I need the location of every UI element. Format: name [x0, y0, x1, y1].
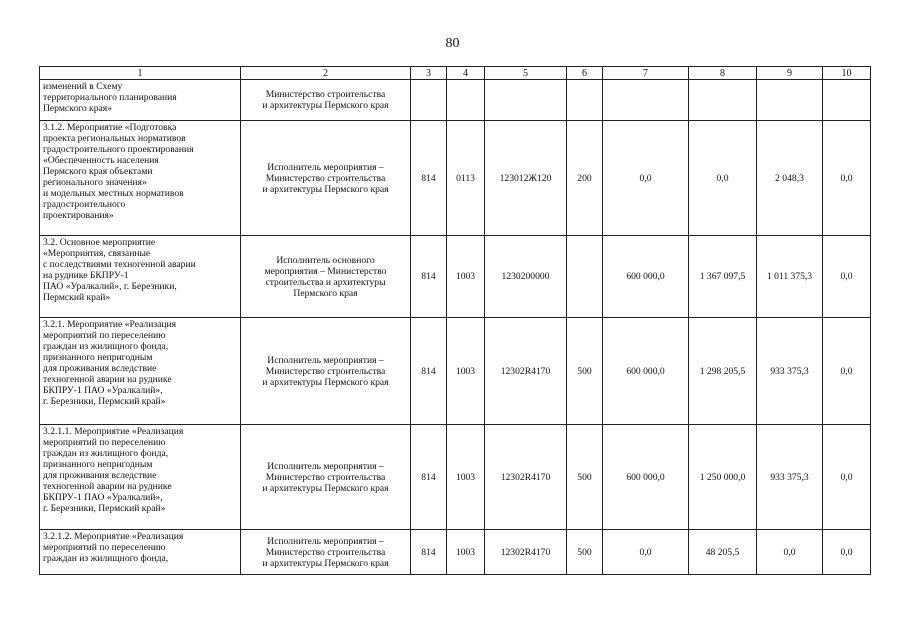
amount-cell: 0,0	[823, 121, 871, 236]
amount-cell: 933 375,3	[757, 318, 823, 425]
measure-name-cell	[40, 530, 241, 575]
target-code-cell: 12302R4170	[485, 530, 567, 575]
header-row	[40, 67, 871, 80]
amount-cell: 600 000,0	[603, 318, 689, 425]
executor: Исполнитель мероприятия – Министерство строительства и архитектуры Пермского края	[262, 161, 389, 195]
table-row	[40, 80, 871, 121]
amount-cell: 1 298 205,5	[689, 318, 757, 425]
target-code-cell: 1230200000	[485, 236, 567, 318]
amount-cell	[757, 80, 823, 121]
table-row	[40, 318, 871, 425]
column-header: 6	[567, 67, 603, 80]
table-row	[40, 530, 871, 575]
table-row	[40, 236, 871, 318]
amount-cell: 0,0	[823, 425, 871, 530]
admin-code-cell: 814	[411, 121, 447, 236]
expense-type-cell	[567, 80, 603, 121]
measure-name-cell	[40, 425, 241, 530]
measure-name: 3.2.1. Мероприятие «Реализация мероприятий по переселению граждан из жилищного фонда, признанного непригодным для проживания вследствие техногенной аварии на руднике БКПРУ-1 ПАО «Уралкалий», г. Березники, Пермский край»	[43, 319, 177, 407]
column-header: 7	[603, 67, 689, 80]
amount-cell: 0,0	[603, 530, 689, 575]
amount-cell: 0,0	[823, 530, 871, 575]
measure-name-cell	[40, 318, 241, 425]
measure-name: изменений в Схему территориального планирования Пермского края»	[43, 81, 177, 114]
admin-code-cell: 814	[411, 530, 447, 575]
executor-cell	[241, 530, 411, 575]
executor-cell	[241, 236, 411, 318]
column-header: 2	[241, 67, 411, 80]
amount-cell	[603, 80, 689, 121]
column-header: 9	[757, 67, 823, 80]
amount-cell	[823, 80, 871, 121]
measure-name: 3.1.2. Мероприятие «Подготовка проекта региональных нормативов градостроительного проектирования «Обеспеченность населения Пермского края объектами регионального значения» и модельных местных нормативов градостроительного проектирования»	[43, 122, 194, 221]
measure-name-cell	[40, 236, 241, 318]
amount-cell: 1 011 375,3	[757, 236, 823, 318]
executor-cell	[241, 425, 411, 530]
column-header: 5	[485, 67, 567, 80]
page-number: 80	[445, 36, 460, 51]
amount-cell: 933 375,3	[757, 425, 823, 530]
admin-code-cell: 814	[411, 318, 447, 425]
section-code-cell: 0113	[447, 121, 485, 236]
admin-code-cell: 814	[411, 425, 447, 530]
budget-table	[39, 66, 871, 575]
admin-code-cell	[411, 80, 447, 121]
section-code-cell: 1003	[447, 425, 485, 530]
column-header: 10	[823, 67, 871, 80]
executor: Исполнитель основного мероприятия – Министерство строительства и архитектуры Пермского края	[264, 254, 387, 299]
amount-cell: 1 367 097,5	[689, 236, 757, 318]
section-code-cell: 1003	[447, 236, 485, 318]
target-code-cell: 12302R4170	[485, 425, 567, 530]
section-code-cell: 1003	[447, 318, 485, 425]
section-code-cell: 1003	[447, 530, 485, 575]
expense-type-cell: 500	[567, 530, 603, 575]
admin-code-cell: 814	[411, 236, 447, 318]
amount-cell: 2 048,3	[757, 121, 823, 236]
expense-type-cell: 500	[567, 425, 603, 530]
measure-name: 3.2.1.2. Мероприятие «Реализация мероприятий по переселению граждан из жилищного фонда,	[43, 531, 184, 564]
amount-cell	[689, 80, 757, 121]
amount-cell: 0,0	[689, 121, 757, 236]
table-row	[40, 425, 871, 530]
amount-cell: 1 250 000,0	[689, 425, 757, 530]
executor: Исполнитель мероприятия – Министерство строительства и архитектуры Пермского края	[262, 535, 389, 569]
executor-cell	[241, 121, 411, 236]
amount-cell: 0,0	[823, 236, 871, 318]
amount-cell: 0,0	[823, 318, 871, 425]
executor-cell	[241, 318, 411, 425]
expense-type-cell	[567, 236, 603, 318]
executor: Министерство строительства и архитектуры Пермского края	[262, 89, 389, 111]
executor-cell	[241, 80, 411, 121]
column-header: 4	[447, 67, 485, 80]
expense-type-cell: 200	[567, 121, 603, 236]
column-header: 8	[689, 67, 757, 80]
table-row	[40, 121, 871, 236]
target-code-cell: 123012Ж120	[485, 121, 567, 236]
measure-name: 3.2. Основное мероприятие «Мероприятия, связанные с последствиями техногенной аварии на руднике БКПРУ-1 ПАО «Уралкалий», г. Березники, Пермский край»	[43, 237, 196, 303]
amount-cell: 0,0	[603, 121, 689, 236]
target-code-cell: 12302R4170	[485, 318, 567, 425]
executor: Исполнитель мероприятия – Министерство строительства и архитектуры Пермского края	[262, 354, 389, 388]
measure-name-cell	[40, 121, 241, 236]
measure-name-cell	[40, 80, 241, 121]
target-code-cell	[485, 80, 567, 121]
expense-type-cell: 500	[567, 318, 603, 425]
amount-cell: 0,0	[757, 530, 823, 575]
measure-name: 3.2.1.1. Мероприятие «Реализация мероприятий по переселению граждан из жилищного фонда, признанного непригодным для проживания вследствие техногенной аварии на руднике БКПРУ-1 ПАО «Уралкалий», г. Березники, Пермский край»	[43, 426, 184, 514]
amount-cell: 600 000,0	[603, 425, 689, 530]
amount-cell: 48 205,5	[689, 530, 757, 575]
section-code-cell	[447, 80, 485, 121]
amount-cell: 600 000,0	[603, 236, 689, 318]
column-header: 3	[411, 67, 447, 80]
column-header: 1	[40, 67, 241, 80]
executor: Исполнитель мероприятия – Министерство строительства и архитектуры Пермского края	[262, 460, 389, 494]
